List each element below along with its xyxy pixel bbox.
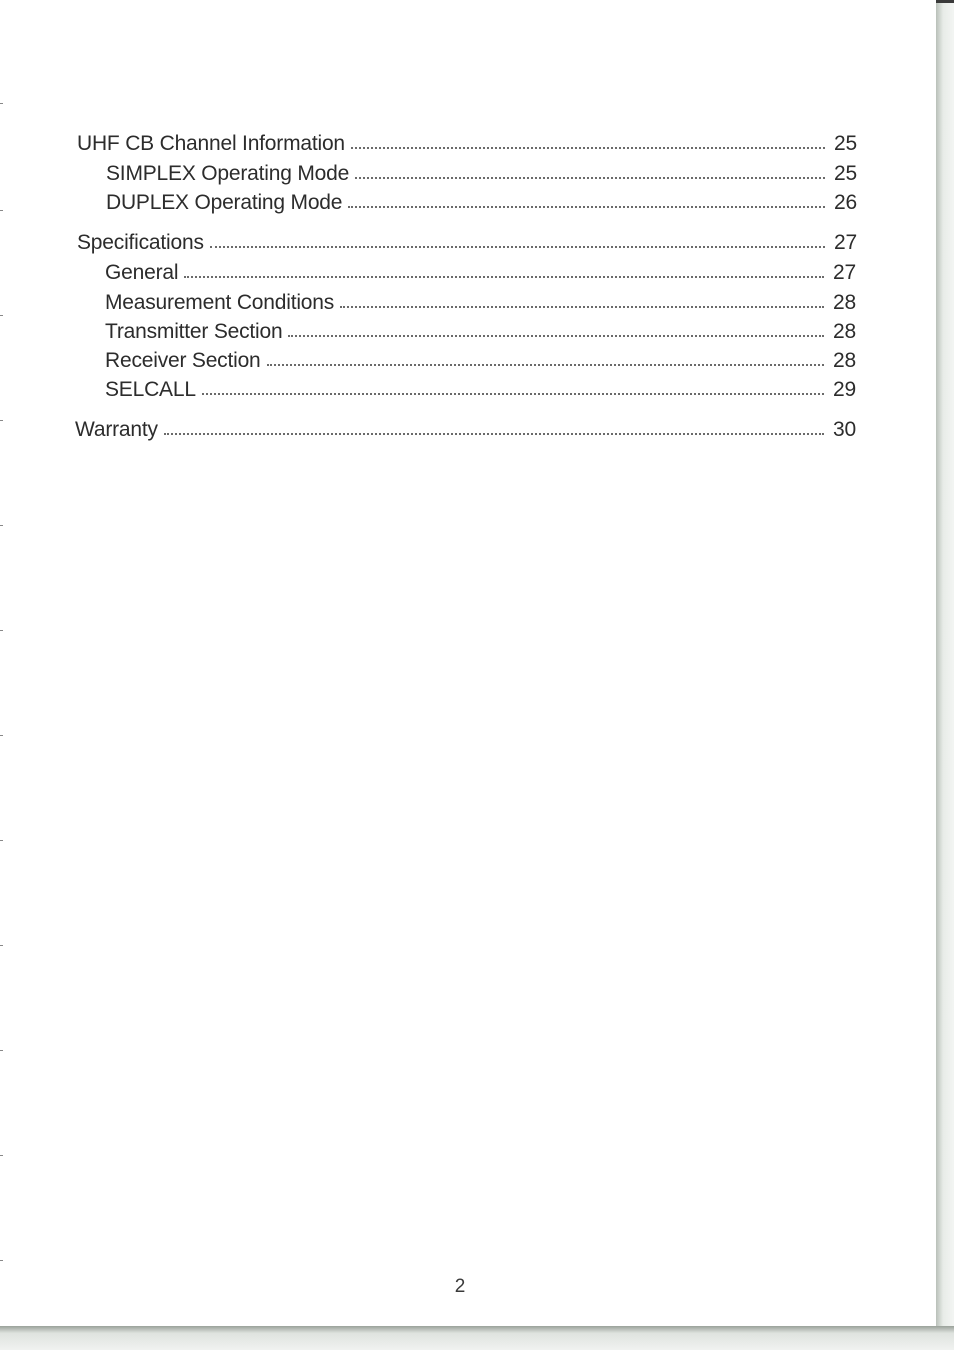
toc-entry-specifications: [77, 231, 857, 255]
toc-entry-label: General: [105, 261, 179, 284]
binding-mark: [0, 1155, 3, 1156]
toc-dot-leader: [202, 393, 824, 395]
toc-entry-page: 25: [834, 162, 857, 185]
toc-entry-page: 25: [834, 132, 857, 155]
binding-mark: [0, 1050, 3, 1051]
toc-entry-page: 27: [834, 231, 857, 254]
page-bottom-shadow: [0, 1326, 954, 1350]
binding-mark: [0, 1260, 3, 1261]
binding-mark: [0, 420, 3, 421]
toc-entry-label: SELCALL: [105, 378, 196, 401]
toc-entry-transmitter-section: [105, 320, 856, 344]
toc-entry-label: Specifications: [77, 231, 204, 254]
toc-dot-leader: [340, 306, 824, 308]
toc-entry-page: 29: [833, 378, 856, 401]
toc-entry-label: Transmitter Section: [105, 320, 283, 343]
toc-entry-selcall: [105, 378, 856, 402]
page-edge-shadow: [936, 0, 954, 1350]
binding-mark: [0, 630, 3, 631]
scan-corner-mark: [936, 0, 954, 3]
toc-entry-label: DUPLEX Operating Mode: [106, 191, 343, 214]
toc-entry-label: Receiver Section: [105, 349, 261, 372]
toc-entry-measurement-conditions: [105, 291, 856, 315]
binding-mark: [0, 210, 3, 211]
binding-mark: [0, 103, 3, 104]
toc-entry-receiver-section: [105, 349, 856, 373]
binding-mark: [0, 945, 3, 946]
binding-mark: [0, 735, 3, 736]
toc-entry-label: UHF CB Channel Information: [77, 132, 345, 155]
toc-entry-label: SIMPLEX Operating Mode: [106, 162, 350, 185]
binding-mark: [0, 525, 3, 526]
toc-dot-leader: [348, 206, 825, 208]
toc-dot-leader: [288, 335, 824, 337]
toc-entry-page: 28: [833, 291, 856, 314]
toc-dot-leader: [355, 177, 825, 179]
toc-dot-leader: [210, 246, 825, 248]
toc-dot-leader: [351, 147, 825, 149]
binding-mark: [0, 315, 3, 316]
toc-entry-simplex-operating-mode: [106, 162, 857, 186]
toc-entry-page: 28: [833, 320, 856, 343]
toc-entry-page: 30: [833, 418, 856, 441]
toc-dot-leader: [267, 364, 824, 366]
toc-entry-page: 28: [833, 349, 856, 372]
toc-entry-label: Measurement Conditions: [105, 291, 335, 314]
toc-entry-page: 27: [833, 261, 856, 284]
toc-entry-uhf-cb-channel-information: [77, 132, 857, 156]
toc-entry-page: 26: [834, 191, 857, 214]
toc-dot-leader: [164, 433, 824, 435]
binding-mark: [0, 840, 3, 841]
toc-dot-leader: [184, 276, 824, 278]
toc-entry-duplex-operating-mode: [106, 191, 857, 215]
toc-entry-general: [105, 261, 856, 285]
toc-entry-label: Warranty: [75, 418, 158, 441]
toc-entry-warranty: [75, 418, 856, 442]
page-number: 2: [454, 1276, 466, 1297]
